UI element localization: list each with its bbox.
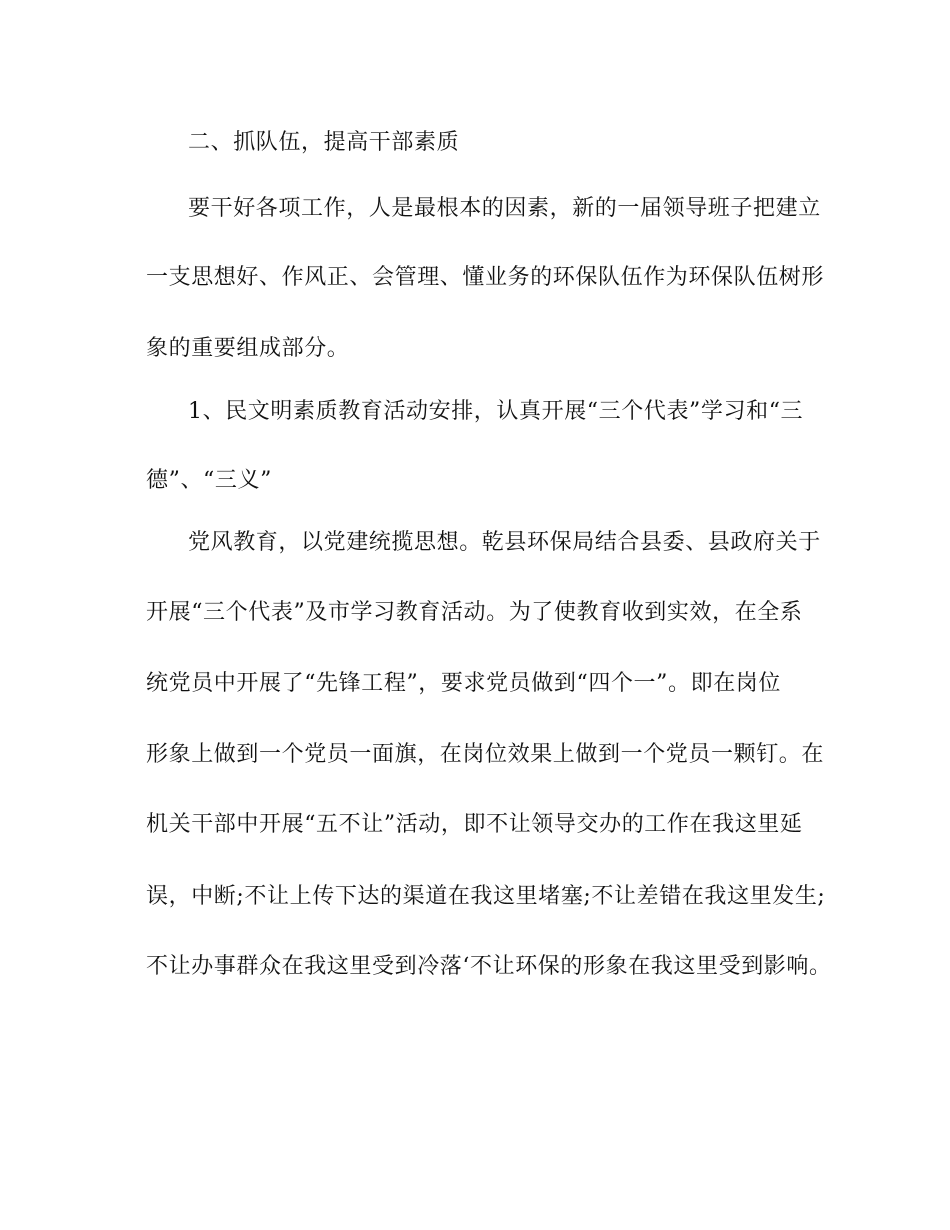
paragraph-line: 形象上做到一个党员一面旗，在岗位效果上做到一个党员一颗钉。在 — [146, 742, 825, 767]
paragraph-line: 统党员中开展了“先锋工程”，要求党员做到“四个一”。即在岗位 — [146, 671, 781, 696]
paragraph-line: 德”、“三义” — [146, 468, 272, 493]
paragraph-line: 党风教育，以党建统揽思想。乾县环保局结合县委、县政府关于 — [188, 530, 821, 555]
paragraph-line: 误，中断;不让上传下达的渠道在我这里堵塞;不让差错在我这里发生; — [146, 884, 826, 909]
paragraph-line: 一支思想好、作风正、会管理、懂业务的环保队伍作为环保队伍树形 — [146, 265, 825, 290]
section-heading: 二、抓队伍，提高干部素质 — [188, 130, 460, 155]
paragraph-line: 1、民文明素质教育活动安排，认真开展“三个代表”学习和“三 — [188, 399, 804, 424]
paragraph-line: 开展“三个代表”及市学习教育活动。为了使教育收到实效，在全系 — [146, 600, 803, 625]
paragraph-line: 象的重要组成部分。 — [146, 336, 350, 361]
paragraph-line: 要干好各项工作，人是最根本的因素，新的一届领导班子把建立 — [188, 196, 821, 221]
paragraph-line: 不让办事群众在我这里受到冷落‘不让环保的形象在我这里受到影响。 — [146, 954, 832, 979]
paragraph-line: 机关干部中开展“五不让”活动，即不让领导交办的工作在我这里延 — [146, 812, 803, 837]
